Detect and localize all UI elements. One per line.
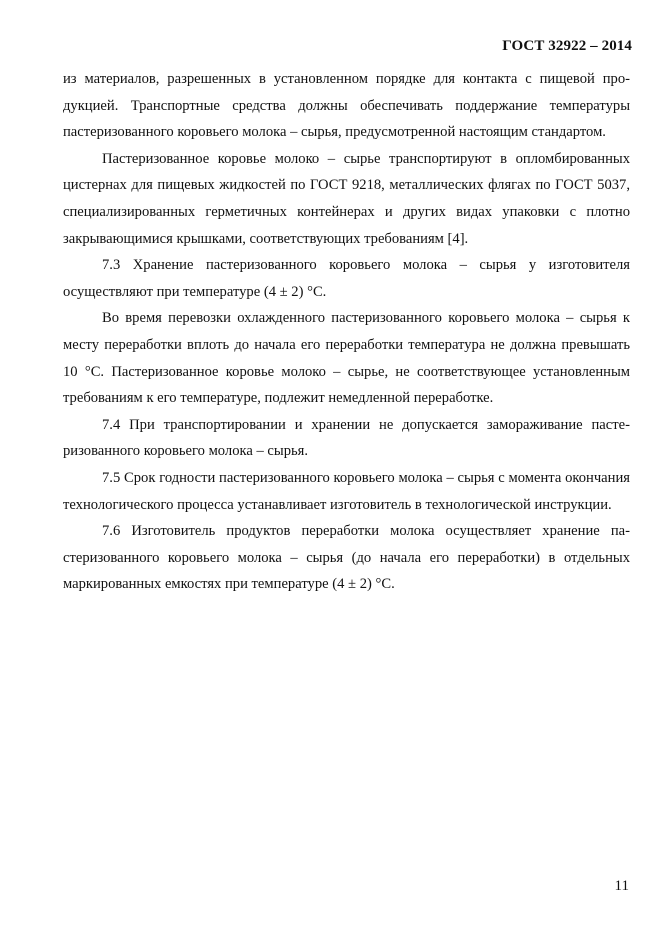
document-body [63, 66, 630, 598]
paragraph-transport-temperature: Во время перевозки охлажденного пастеризованного коровьего молока – сырья к месту переработки вплоть до начала его переработки температура не должна превышать 10 °С. Пастеризованное коровье молоко – сырье, не соответствующее установленным требованиям к его температуре, подлежит немедленной переработке. [63, 310, 630, 407]
paragraph-7-6-manufacturer-storage: 7.6 Изготовитель продуктов переработки молока осуществляет хранение пастеризованного коровьего молока – сырья (до начала его переработки) в отдельных маркированных емкостях при температуре (4 ± 2) °С. [63, 523, 630, 593]
page-number: 11 [614, 878, 629, 894]
document-header: ГОСТ 32922 – 2014 [502, 38, 632, 54]
paragraph-7-4-freezing: 7.4 При транспортировании и хранении не допускается замораживание пастеризованного коровьего молока – сырья. [63, 416, 630, 460]
paragraph-transport-containers: Пастеризованное коровье молоко – сырье транспортируют в опломбированных цистернах для пищевых жидкостей по ГОСТ 9218, металлических флягах по ГОСТ 5037, специализированных герметичных контейнерах и других видах упаковки с плотно закрывающимися крышками, соответствующих требованиям [4]. [63, 150, 630, 247]
paragraph-7-3-storage: 7.3 Хранение пастеризованного коровьего молока – сырья у изготовителя осуществляют при температуре (4 ± 2) °С. [63, 257, 630, 300]
paragraph-transport-continuation: из материалов, разрешенных в установленном порядке для контакта с пищевой продукцией. Транспортные средства должны обеспечивать поддержание температуры пастеризованного коровьего молока – сырья, предусмотренной настоящим стандартом. [63, 71, 630, 141]
paragraph-7-5-shelf-life: 7.5 Срок годности пастеризованного коровьего молока – сырья с момента окончания технологического процесса устанавливает изготовитель в технологической инструкции. [63, 469, 630, 513]
